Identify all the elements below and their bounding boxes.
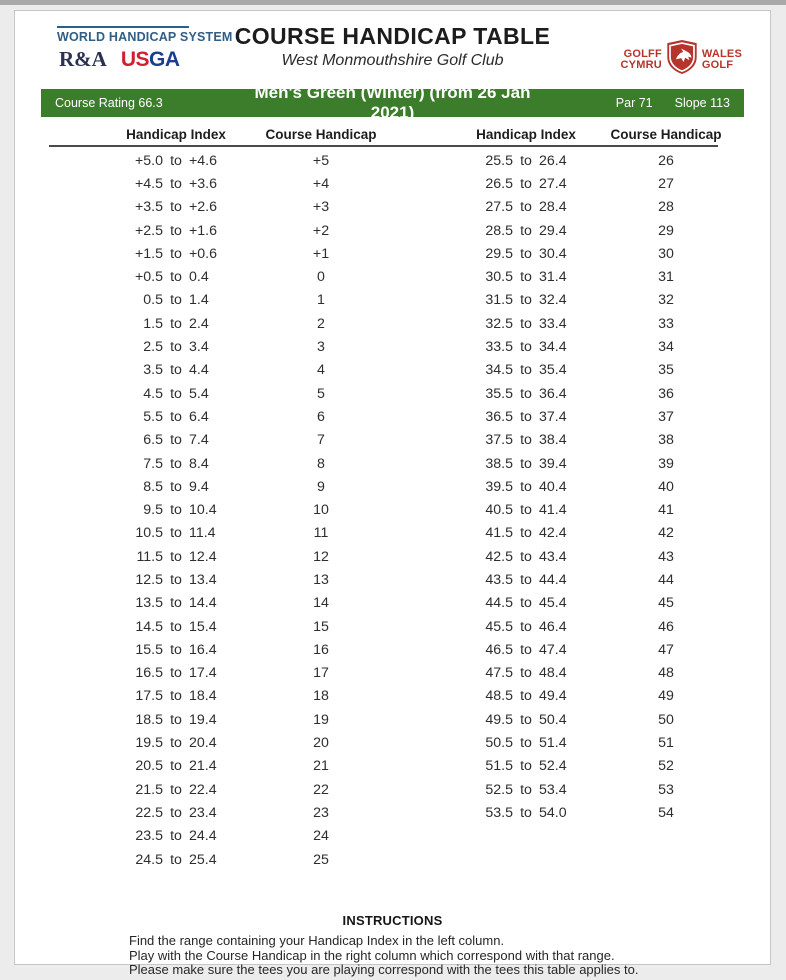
table-row (383, 149, 718, 172)
instructions-line-2: Play with the Course Handicap in the right column which correspond with that range. (129, 947, 615, 963)
table-row (49, 475, 383, 498)
page-title: COURSE HANDICAP TABLE (234, 23, 551, 49)
course-handicap-value: 42 (658, 525, 674, 542)
handicap-index-range: 42.5 to 43.4 (485, 548, 567, 565)
course-handicap-value: 30 (658, 245, 674, 262)
course-handicap-header-left: Course Handicap (265, 126, 377, 142)
handicap-index-range: 36.5 to 37.4 (485, 408, 567, 425)
table-row (49, 196, 383, 219)
wales-golf-english-text: WALES GOLF (701, 48, 742, 71)
table-row (49, 359, 383, 382)
table-row (49, 801, 383, 824)
table-row (383, 219, 718, 242)
table-row (383, 522, 718, 545)
course-handicap-value: 19 (313, 711, 329, 728)
whs-logo-title: WORLD HANDICAP SYSTEM (57, 30, 233, 44)
table-row (383, 335, 718, 358)
course-handicap-value: 17 (313, 665, 329, 682)
handicap-index-range: 19.5 to 20.4 (135, 735, 217, 752)
course-rating-label: Course Rating 66.3 (55, 96, 163, 110)
table-row (49, 149, 383, 172)
handicap-index-range: 52.5 to 53.4 (485, 781, 567, 798)
handicap-index-range: 30.5 to 31.4 (485, 269, 567, 286)
handicap-index-range: +1.5 to +0.6 (134, 245, 218, 262)
course-handicap-value: 32 (658, 292, 674, 309)
course-handicap-value: 48 (658, 665, 674, 682)
table-row (383, 452, 718, 475)
handicap-index-range: 37.5 to 38.4 (485, 432, 567, 449)
table-row (383, 755, 718, 778)
handicap-index-range: 22.5 to 23.4 (135, 804, 217, 821)
table-row (49, 335, 383, 358)
course-handicap-value: +4 (312, 175, 330, 192)
course-handicap-value: 52 (658, 758, 674, 775)
course-handicap-value: 1 (317, 292, 325, 309)
table-row (49, 242, 383, 265)
handicap-index-range: 29.5 to 30.4 (485, 245, 567, 262)
table-row (49, 685, 383, 708)
handicap-table (49, 123, 722, 871)
table-row (49, 848, 383, 871)
table-row (383, 265, 718, 288)
handicap-index-range: 50.5 to 51.4 (485, 735, 567, 752)
course-handicap-value: 8 (317, 455, 325, 472)
table-row (383, 638, 718, 661)
handicap-index-range: 10.5 to 11.4 (135, 525, 216, 542)
course-handicap-value: 4 (317, 362, 325, 379)
course-handicap-value: 37 (658, 408, 674, 425)
wales-golf-shield-icon (665, 39, 699, 80)
handicap-index-range: 25.5 to 26.4 (485, 152, 567, 169)
table-right-column (383, 149, 718, 825)
handicap-index-range: 41.5 to 42.4 (485, 525, 567, 542)
whs-logo-rule (57, 26, 189, 28)
handicap-index-range: +2.5 to +1.6 (134, 222, 218, 239)
handicap-index-range: 46.5 to 47.4 (485, 641, 567, 658)
tee-banner (41, 83, 744, 122)
course-handicap-value: 31 (658, 269, 674, 286)
course-handicap-value: 33 (658, 315, 674, 332)
instructions-title: INSTRUCTIONS (342, 913, 443, 929)
handicap-index-range: 11.5 to 12.4 (136, 548, 217, 565)
table-row (49, 825, 383, 848)
handicap-index-range: 44.5 to 45.4 (485, 595, 567, 612)
table-row (49, 405, 383, 428)
handicap-index-range: 7.5 to 8.4 (143, 455, 209, 472)
table-row (383, 429, 718, 452)
course-handicap-value: 46 (658, 618, 674, 635)
table-row (49, 545, 383, 568)
course-handicap-value: 43 (658, 548, 674, 565)
course-handicap-value: 14 (313, 595, 329, 612)
course-handicap-value: 21 (313, 758, 329, 775)
course-handicap-value: 41 (658, 502, 674, 519)
handicap-index-range: 4.5 to 5.4 (143, 385, 209, 402)
course-handicap-value: 7 (317, 432, 325, 449)
handicap-index-range: 49.5 to 50.4 (485, 711, 567, 728)
handicap-index-range: 39.5 to 40.4 (485, 478, 567, 495)
table-row (383, 312, 718, 335)
table-header-row (49, 123, 722, 145)
handicap-index-range: 48.5 to 49.4 (485, 688, 567, 705)
wales-golf-logo (621, 39, 742, 80)
course-handicap-value: 24 (313, 828, 329, 845)
course-handicap-value: 40 (658, 478, 674, 495)
handicap-index-header-left: Handicap Index (126, 126, 226, 142)
table-row (383, 685, 718, 708)
table-row (383, 568, 718, 591)
handicap-index-range: 23.5 to 24.4 (135, 828, 217, 845)
usga-logo: USGA (120, 48, 180, 71)
table-row (49, 219, 383, 242)
course-handicap-value: 23 (313, 804, 329, 821)
course-handicap-value: 11 (313, 525, 329, 542)
table-row (49, 568, 383, 591)
table-row (49, 708, 383, 731)
course-handicap-value: 54 (658, 804, 674, 821)
handicap-index-range: 3.5 to 4.4 (143, 362, 209, 379)
table-row (49, 615, 383, 638)
table-row (49, 731, 383, 754)
table-row (49, 778, 383, 801)
course-handicap-value: 3 (317, 339, 325, 356)
table-row (383, 196, 718, 219)
table-row (383, 801, 718, 824)
instructions-section (15, 913, 770, 978)
handicap-index-range: 53.5 to 54.0 (485, 804, 567, 821)
handicap-index-header-right: Handicap Index (476, 126, 576, 142)
table-row (383, 172, 718, 195)
handicap-index-range: 13.5 to 14.4 (135, 595, 217, 612)
course-handicap-value: 34 (658, 339, 674, 356)
table-row (383, 778, 718, 801)
table-row (49, 172, 383, 195)
handicap-index-range: 18.5 to 19.4 (135, 711, 217, 728)
handicap-index-range: 28.5 to 29.4 (485, 222, 567, 239)
handicap-index-range: 12.5 to 13.4 (135, 571, 217, 588)
course-handicap-value: 6 (317, 408, 325, 425)
course-handicap-value: 25 (313, 851, 329, 868)
handicap-index-range: 5.5 to 6.4 (143, 408, 209, 425)
table-row (383, 592, 718, 615)
tee-title: Men's Green (Winter) (from 26 Jan 2021) (254, 83, 531, 122)
handicap-index-range: 1.5 to 2.4 (143, 315, 209, 332)
wales-golf-welsh-text: GOLFF CYMRU (620, 48, 662, 71)
course-handicap-value: 12 (313, 548, 329, 565)
course-handicap-value: 18 (313, 688, 329, 705)
table-row (49, 452, 383, 475)
handicap-index-range: 14.5 to 15.4 (135, 618, 217, 635)
course-handicap-value: 38 (658, 432, 674, 449)
handicap-index-range: 20.5 to 21.4 (135, 758, 217, 775)
handicap-index-range: 35.5 to 36.4 (485, 385, 567, 402)
handicap-index-range: 43.5 to 44.4 (485, 571, 567, 588)
table-row (383, 405, 718, 428)
handicap-index-range: 45.5 to 46.4 (485, 618, 567, 635)
handicap-index-range: 17.5 to 18.4 (135, 688, 217, 705)
table-row (49, 382, 383, 405)
page-top-strip (0, 0, 786, 5)
handicap-index-range: 51.5 to 52.4 (485, 758, 567, 775)
handicap-index-range: 8.5 to 9.4 (143, 478, 209, 495)
table-row (49, 522, 383, 545)
table-row (383, 498, 718, 521)
course-handicap-value: 28 (658, 199, 674, 216)
handicap-index-range: 9.5 to 10.4 (143, 502, 217, 519)
table-row (383, 242, 718, 265)
course-handicap-value: 35 (658, 362, 674, 379)
handicap-index-range: 27.5 to 28.4 (485, 199, 567, 216)
header (15, 11, 770, 89)
course-handicap-value: 53 (658, 781, 674, 798)
handicap-index-range: 0.5 to 1.4 (143, 292, 209, 309)
course-handicap-value: 26 (658, 152, 674, 169)
handicap-index-range: 26.5 to 27.4 (485, 175, 567, 192)
course-handicap-value: +3 (312, 199, 330, 216)
table-row (49, 498, 383, 521)
handicap-index-range: 2.5 to 3.4 (143, 339, 209, 356)
handicap-index-range: 32.5 to 33.4 (485, 315, 567, 332)
course-handicap-value: 49 (658, 688, 674, 705)
handicap-index-range: 47.5 to 48.4 (485, 665, 567, 682)
table-row (49, 638, 383, 661)
instructions-line-1: Find the range containing your Handicap Index in the left column. (129, 933, 505, 949)
slope-label: Slope 113 (674, 96, 730, 110)
handicap-index-range: 16.5 to 17.4 (135, 665, 217, 682)
par-label: Par 71 (615, 96, 653, 110)
course-handicap-value: 20 (313, 735, 329, 752)
whs-logo (57, 26, 233, 72)
course-handicap-value: 51 (658, 735, 674, 752)
table-row (383, 545, 718, 568)
table-row (383, 615, 718, 638)
course-handicap-value: 10 (313, 502, 329, 519)
course-handicap-value: 45 (658, 595, 674, 612)
handicap-index-range: 34.5 to 35.4 (485, 362, 567, 379)
handicap-index-range: +5.0 to +4.6 (134, 152, 218, 169)
table-row (49, 265, 383, 288)
table-row (383, 708, 718, 731)
handicap-index-range: +4.5 to +3.6 (134, 175, 218, 192)
course-handicap-value: 22 (313, 781, 329, 798)
course-handicap-value: 5 (317, 385, 325, 402)
randa-logo: R&A (59, 47, 107, 71)
table-row (383, 359, 718, 382)
handicap-index-range: 24.5 to 25.4 (135, 851, 217, 868)
handicap-index-range: 33.5 to 34.4 (485, 339, 567, 356)
course-handicap-value: 9 (317, 478, 325, 495)
course-handicap-value: 50 (658, 711, 674, 728)
handicap-table-card (14, 10, 771, 978)
table-row (49, 289, 383, 312)
course-handicap-value: +5 (312, 152, 330, 169)
table-row (383, 289, 718, 312)
handicap-index-range: 31.5 to 32.4 (485, 292, 567, 309)
table-left-column (49, 149, 383, 871)
handicap-index-range: 21.5 to 22.4 (135, 781, 217, 798)
course-handicap-value: +1 (312, 245, 330, 262)
course-handicap-value: 29 (658, 222, 674, 239)
table-row (383, 731, 718, 754)
course-handicap-value: 0 (317, 269, 325, 286)
course-handicap-header-right: Course Handicap (610, 126, 722, 142)
table-row (49, 312, 383, 335)
course-handicap-value: 27 (658, 175, 674, 192)
course-handicap-value: 47 (658, 641, 674, 658)
table-row (383, 382, 718, 405)
handicap-index-range: 40.5 to 41.4 (485, 502, 567, 519)
handicap-index-range: 15.5 to 16.4 (135, 641, 217, 658)
table-row (49, 662, 383, 685)
course-handicap-value: 13 (313, 571, 329, 588)
course-handicap-value: 36 (658, 385, 674, 402)
handicap-index-range: 38.5 to 39.4 (485, 455, 567, 472)
club-name: West Monmouthshire Golf Club (281, 52, 504, 69)
table-row (383, 475, 718, 498)
course-handicap-value: +2 (312, 222, 330, 239)
instructions-line-3: Please make sure the tees you are playing correspond with the tees this table applies to. (129, 962, 639, 978)
handicap-index-range: +3.5 to +2.6 (134, 199, 218, 216)
table-row (49, 592, 383, 615)
table-row (49, 755, 383, 778)
course-handicap-value: 44 (658, 571, 674, 588)
handicap-index-range: +0.5 to 0.4 (134, 269, 209, 286)
handicap-index-range: 6.5 to 7.4 (143, 432, 209, 449)
table-row (49, 429, 383, 452)
course-handicap-value: 16 (313, 641, 329, 658)
table-row (383, 662, 718, 685)
course-handicap-value: 39 (658, 455, 674, 472)
course-handicap-value: 15 (313, 618, 329, 635)
course-handicap-value: 2 (317, 315, 325, 332)
